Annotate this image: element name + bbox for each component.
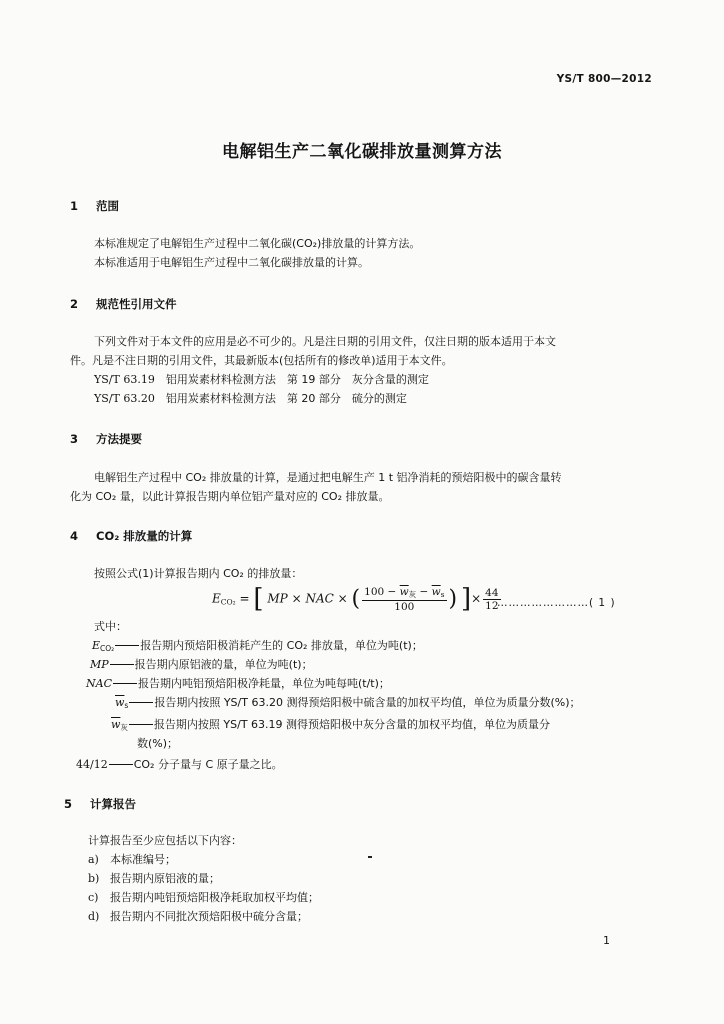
list-marker: a) xyxy=(88,853,99,866)
list-marker: b) xyxy=(88,872,100,885)
section-2-heading xyxy=(70,296,177,312)
section-3-heading xyxy=(70,431,142,447)
definition-subscript: s xyxy=(124,701,129,710)
section-1-para-2: 本标准适用于电解铝生产过程中二氧化碳排放量的计算。 xyxy=(94,256,369,269)
reference-title: 铝用炭素材料检测方法 第 19 部分 灰分含量的测定 xyxy=(165,373,429,386)
section-1-para-1: 本标准规定了电解铝生产过程中二氧化碳(CO₂)排放量的计算方法。 xyxy=(94,237,421,250)
equals-sign: = xyxy=(239,591,250,606)
section-title: 范围 xyxy=(96,199,119,213)
section-4-heading xyxy=(70,528,192,544)
left-paren: ( xyxy=(351,586,361,612)
dash-line xyxy=(109,764,133,765)
definition-continuation: 数(%)； xyxy=(137,737,179,750)
times-sign: × xyxy=(291,591,302,606)
section-number: 2 xyxy=(70,297,79,311)
definition-item xyxy=(92,637,423,658)
formula-lhs-subscript: CO₂ xyxy=(220,597,236,607)
section-3-para-line-2: 化为 CO₂ 量，以此计算报告期内单位铝产量对应的 CO₂ 排放量。 xyxy=(70,490,390,503)
section-number: 5 xyxy=(64,797,73,811)
times-sign: × xyxy=(471,591,482,606)
fraction-percent xyxy=(362,586,446,613)
report-intro: 计算报告至少应包括以下内容： xyxy=(88,834,242,847)
list-item xyxy=(88,908,308,926)
where-label: 式中： xyxy=(94,620,127,633)
section-3-para-line-1: 电解铝生产过程中 CO₂ 排放量的计算，是通过把电解生产 1 t 铝净消耗的预焙阳极中的碳含量转 xyxy=(94,471,562,484)
list-marker: d) xyxy=(88,910,100,923)
dash-line xyxy=(110,664,134,665)
definition-symbol: NAC xyxy=(86,677,112,690)
w-s: $\overline{w}$ xyxy=(431,585,441,598)
definition-symbol: $\overline{w}$ xyxy=(111,718,121,731)
definition-text: 报告期内按照 YS/T 63.19 测得预焙阳极中灰分含量的加权平均值，单位为质量分 xyxy=(153,718,551,731)
section-title: CO₂ 排放量的计算 xyxy=(96,529,193,543)
definition-text: 报告期内原铝液的量，单位为吨(t)； xyxy=(134,658,313,671)
page-number: 1 xyxy=(603,934,610,947)
left-bracket: [ xyxy=(253,584,264,614)
section-1-heading xyxy=(70,198,119,214)
section-number: 4 xyxy=(70,529,79,543)
section-2-para-line-1: 下列文件对于本文件的应用是必不可少的。凡是注日期的引用文件，仅注日期的版本适用于本文 xyxy=(94,335,556,348)
section-5-heading xyxy=(64,796,136,812)
reference-item xyxy=(94,371,429,389)
formula-lhs: E xyxy=(212,591,221,606)
definition-symbol: MP xyxy=(90,658,109,671)
definition-item xyxy=(76,756,283,774)
w-ash: $\overline{w}$ xyxy=(399,585,409,598)
ratio-denominator: 12 xyxy=(485,599,499,612)
definition-item xyxy=(111,716,550,737)
list-item xyxy=(88,889,319,907)
right-paren: ) xyxy=(448,586,458,612)
definition-text: CO₂ 分子量与 C 原子量之比。 xyxy=(133,758,283,771)
section-title: 规范性引用文件 xyxy=(96,297,177,311)
fraction-numerator: $100 - \overline{w}_灰 - \overline{w}_s$ xyxy=(364,585,445,599)
definition-item xyxy=(86,675,390,693)
list-text: 报告期内吨铝预焙阳极净耗取加权平均值； xyxy=(110,891,319,904)
reference-title: 铝用炭素材料检测方法 第 20 部分 硫分的测定 xyxy=(165,392,407,405)
dash-line xyxy=(113,683,137,684)
definition-text: 报告期内按照 YS/T 63.20 测得预焙阳极中硫含量的加权平均值，单位为质量分数(%)； xyxy=(154,696,581,709)
definition-text: 报告期内吨铝预焙阳极净耗量，单位为吨每吨(t/t)； xyxy=(138,677,390,690)
right-bracket: ] xyxy=(460,584,472,614)
reference-code: YS/T 63.19 xyxy=(94,373,155,386)
equation-number: ( 1 ) xyxy=(589,597,616,609)
definition-item xyxy=(115,694,580,715)
dash-line xyxy=(115,645,139,646)
number-100: 100 xyxy=(364,585,385,598)
scan-speck xyxy=(368,856,372,858)
section-2-para-line-2: 件。凡是不注日期的引用文件，其最新版本(包括所有的修改单)适用于本文件。 xyxy=(70,354,453,367)
fraction-denominator: 100 xyxy=(394,600,415,613)
list-item xyxy=(88,851,176,869)
ratio-numerator: 44 xyxy=(485,586,499,599)
w-ash-subscript: 灰 xyxy=(408,589,417,599)
section-number: 3 xyxy=(70,432,79,446)
definition-symbol: E xyxy=(92,639,101,652)
definition-item xyxy=(90,656,313,674)
times-sign: × xyxy=(337,591,348,606)
definition-text: 报告期内预焙阳极消耗产生的 CO₂ 排放量，单位为吨(t)； xyxy=(140,639,423,652)
list-text: 报告期内不同批次预焙阳极中硫分含量； xyxy=(110,910,308,923)
section-number: 1 xyxy=(70,199,79,213)
leader-dots: …………………… xyxy=(497,597,589,609)
reference-code: YS/T 63.20 xyxy=(94,392,155,405)
dash-line xyxy=(129,724,153,725)
definition-subscript: 灰 xyxy=(120,723,128,732)
list-text: 本标准编号； xyxy=(110,853,176,866)
formula-intro: 按照公式(1)计算报告期内 CO₂ 的排放量： xyxy=(94,567,303,580)
reference-item xyxy=(94,390,407,408)
list-marker: c) xyxy=(88,891,99,904)
list-text: 报告期内原铝液的量； xyxy=(110,872,220,885)
definition-symbol: 44/12 xyxy=(76,758,108,771)
formula-mp: MP xyxy=(267,591,288,606)
definition-symbol: $\overline{w}$ xyxy=(115,696,125,709)
standard-code: YS/T 800—2012 xyxy=(556,73,652,85)
section-title: 计算报告 xyxy=(90,797,136,811)
formula-nac: NAC xyxy=(305,591,334,606)
formula-1 xyxy=(212,584,503,614)
formula-leader-and-number xyxy=(497,597,616,609)
list-item xyxy=(88,870,220,888)
w-s-subscript: s xyxy=(440,589,445,599)
section-title: 方法提要 xyxy=(96,432,142,446)
document-title: 电解铝生产二氧化碳排放量测算方法 xyxy=(222,142,502,162)
dash-line xyxy=(129,702,153,703)
definition-subscript: CO₂ xyxy=(100,644,115,653)
